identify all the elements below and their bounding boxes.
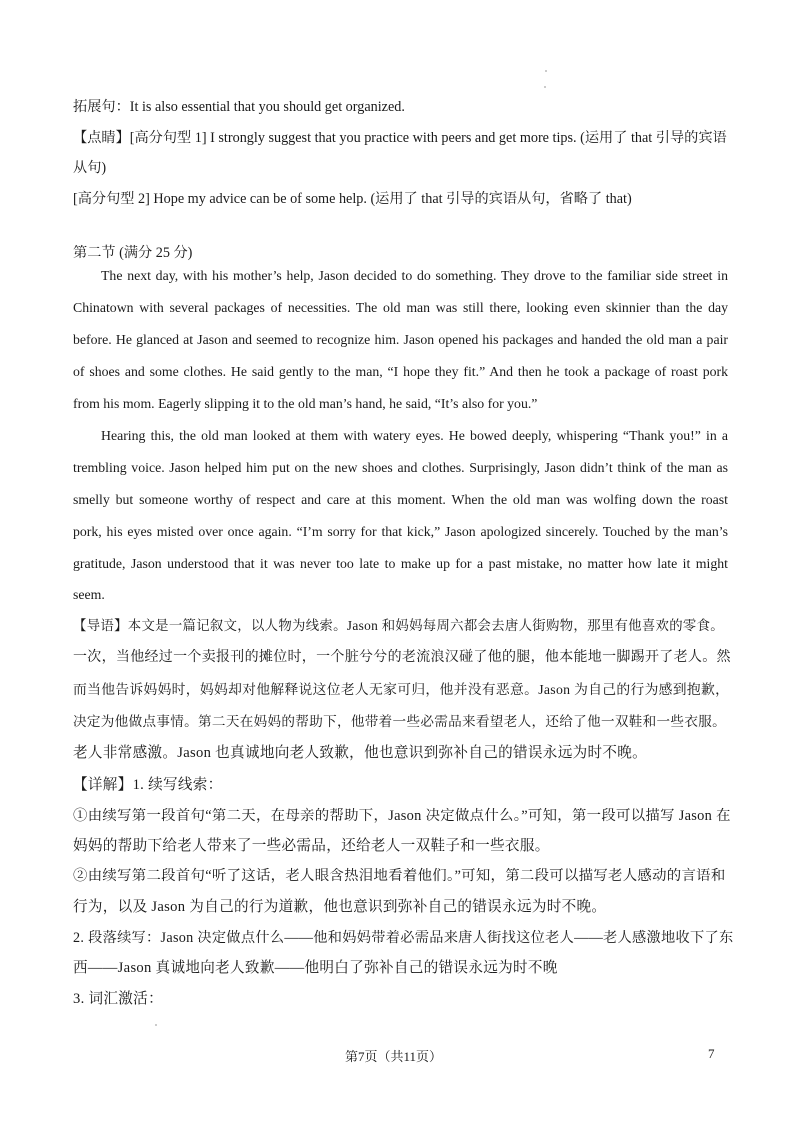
guide-line: 老人非常感激。Jason 也真诚地向老人致歉，他也意识到弥补自己的错误永远为时不晚。 (73, 745, 648, 761)
paragraph-2-line: Hearing this, the old man looked at them with watery eyes. He bowed deeply, whispering “Thank you!” in a (101, 428, 728, 443)
guide-line: 决定为他做点事情。第二天在妈妈的帮助下，他带着一些必需品来看望老人，还给了他一双鞋和一些衣服。 (73, 714, 727, 729)
detail-line: 西——Jason 真诚地向老人致歉——他明白了弥补自己的错误永远为时不晚 (73, 960, 558, 976)
extension-sentence: 拓展句：It is also essential that you should get organized. (73, 99, 405, 115)
scan-speck (544, 86, 546, 88)
guide-line: 【导语】本文是一篇记叙文，以人物为线索。Jason 和妈妈每周六都会去唐人街购物，那里有他喜欢的零食。 (73, 618, 724, 633)
paragraph-2-line: smelly but someone worthy of respect and care at this moment. When the old man was wolfing down the roast (73, 492, 728, 507)
paragraph-1-line: of shoes and some clothes. He said gently to the man, “I hope they fit.” And then he took a package of roast pork (73, 364, 728, 379)
page-footer-label: 第7页（共11页） (345, 1049, 443, 1064)
detail-line: ②由续写第二段首句“听了这话，老人眼含热泪地看着他们。”可知，第二段可以描写老人感动的言语和 (73, 868, 726, 884)
high-score-pattern-2: [高分句型 2] Hope my advice can be of some help. (运用了 that 引导的宾语从句，省略了 that) (73, 191, 632, 207)
detail-line: ①由续写第一段首句“第二天，在母亲的帮助下，Jason 决定做点什么。”可知，第一段可以描写 Jason 在 (73, 808, 731, 824)
paragraph-2-line: pork, his eyes misted over once again. “I’m sorry for that kick,” Jason apologized sincerely. Touched by the man’s (73, 524, 728, 539)
highlight-note-cont: 从句) (73, 160, 107, 176)
detail-heading: 【详解】1. 续写线索： (73, 777, 223, 793)
highlight-note: 【点睛】[高分句型 1] I strongly suggest that you practice with peers and get more tips. (运用了 that 引导的宾语 (73, 130, 727, 146)
paragraph-2-line: seem. (73, 587, 105, 602)
detail-line: 3. 词汇激活： (73, 991, 163, 1007)
guide-line: 而当他告诉妈妈时，妈妈却对他解释说这位老人无家可归，他并没有恶意。Jason 为自己的行为感到抱歉， (73, 682, 730, 697)
paragraph-1-line: The next day, with his mother’s help, Jason decided to do something. They drove to the familiar side street in (101, 268, 728, 283)
paragraph-1-line: Chinatown with several packages of necessities. The old man was still there, looking even skinnier than the day (73, 300, 728, 315)
section-heading: 第二节 (满分 25 分) (73, 245, 193, 261)
page-number: 7 (708, 1046, 715, 1061)
scan-speck (545, 70, 547, 72)
paragraph-2-line: gratitude, Jason understood that it was never too late to make up for a past mistake, no matter how late it might (73, 556, 728, 571)
guide-line: 一次，当他经过一个卖报刊的摊位时，一个脏兮兮的老流浪汉碰了他的腿，他本能地一脚踢开了老人。然 (73, 650, 731, 665)
detail-line: 妈妈的帮助下给老人带来了一些必需品，还给老人一双鞋子和一些衣服。 (73, 838, 550, 854)
paragraph-1-line: before. He glanced at Jason and seemed to recognize him. Jason opened his packages and handed the old man a pair (73, 332, 728, 347)
detail-line: 2. 段落续写：Jason 决定做点什么——他和妈妈带着必需品来唐人街找这位老人——老人感激地收下了东 (73, 930, 734, 946)
detail-line: 行为，以及 Jason 为自己的行为道歉，他也意识到弥补自己的错误永远为时不晚。 (73, 899, 607, 915)
paragraph-2-line: trembling voice. Jason helped him put on the new shoes and clothes. Surprisingly, Jason didn’t think of the man as (73, 460, 728, 475)
scan-speck (155, 1024, 157, 1026)
paragraph-1-line: from his mom. Eagerly slipping it to the old man’s hand, he said, “It’s also for you.” (73, 396, 538, 411)
